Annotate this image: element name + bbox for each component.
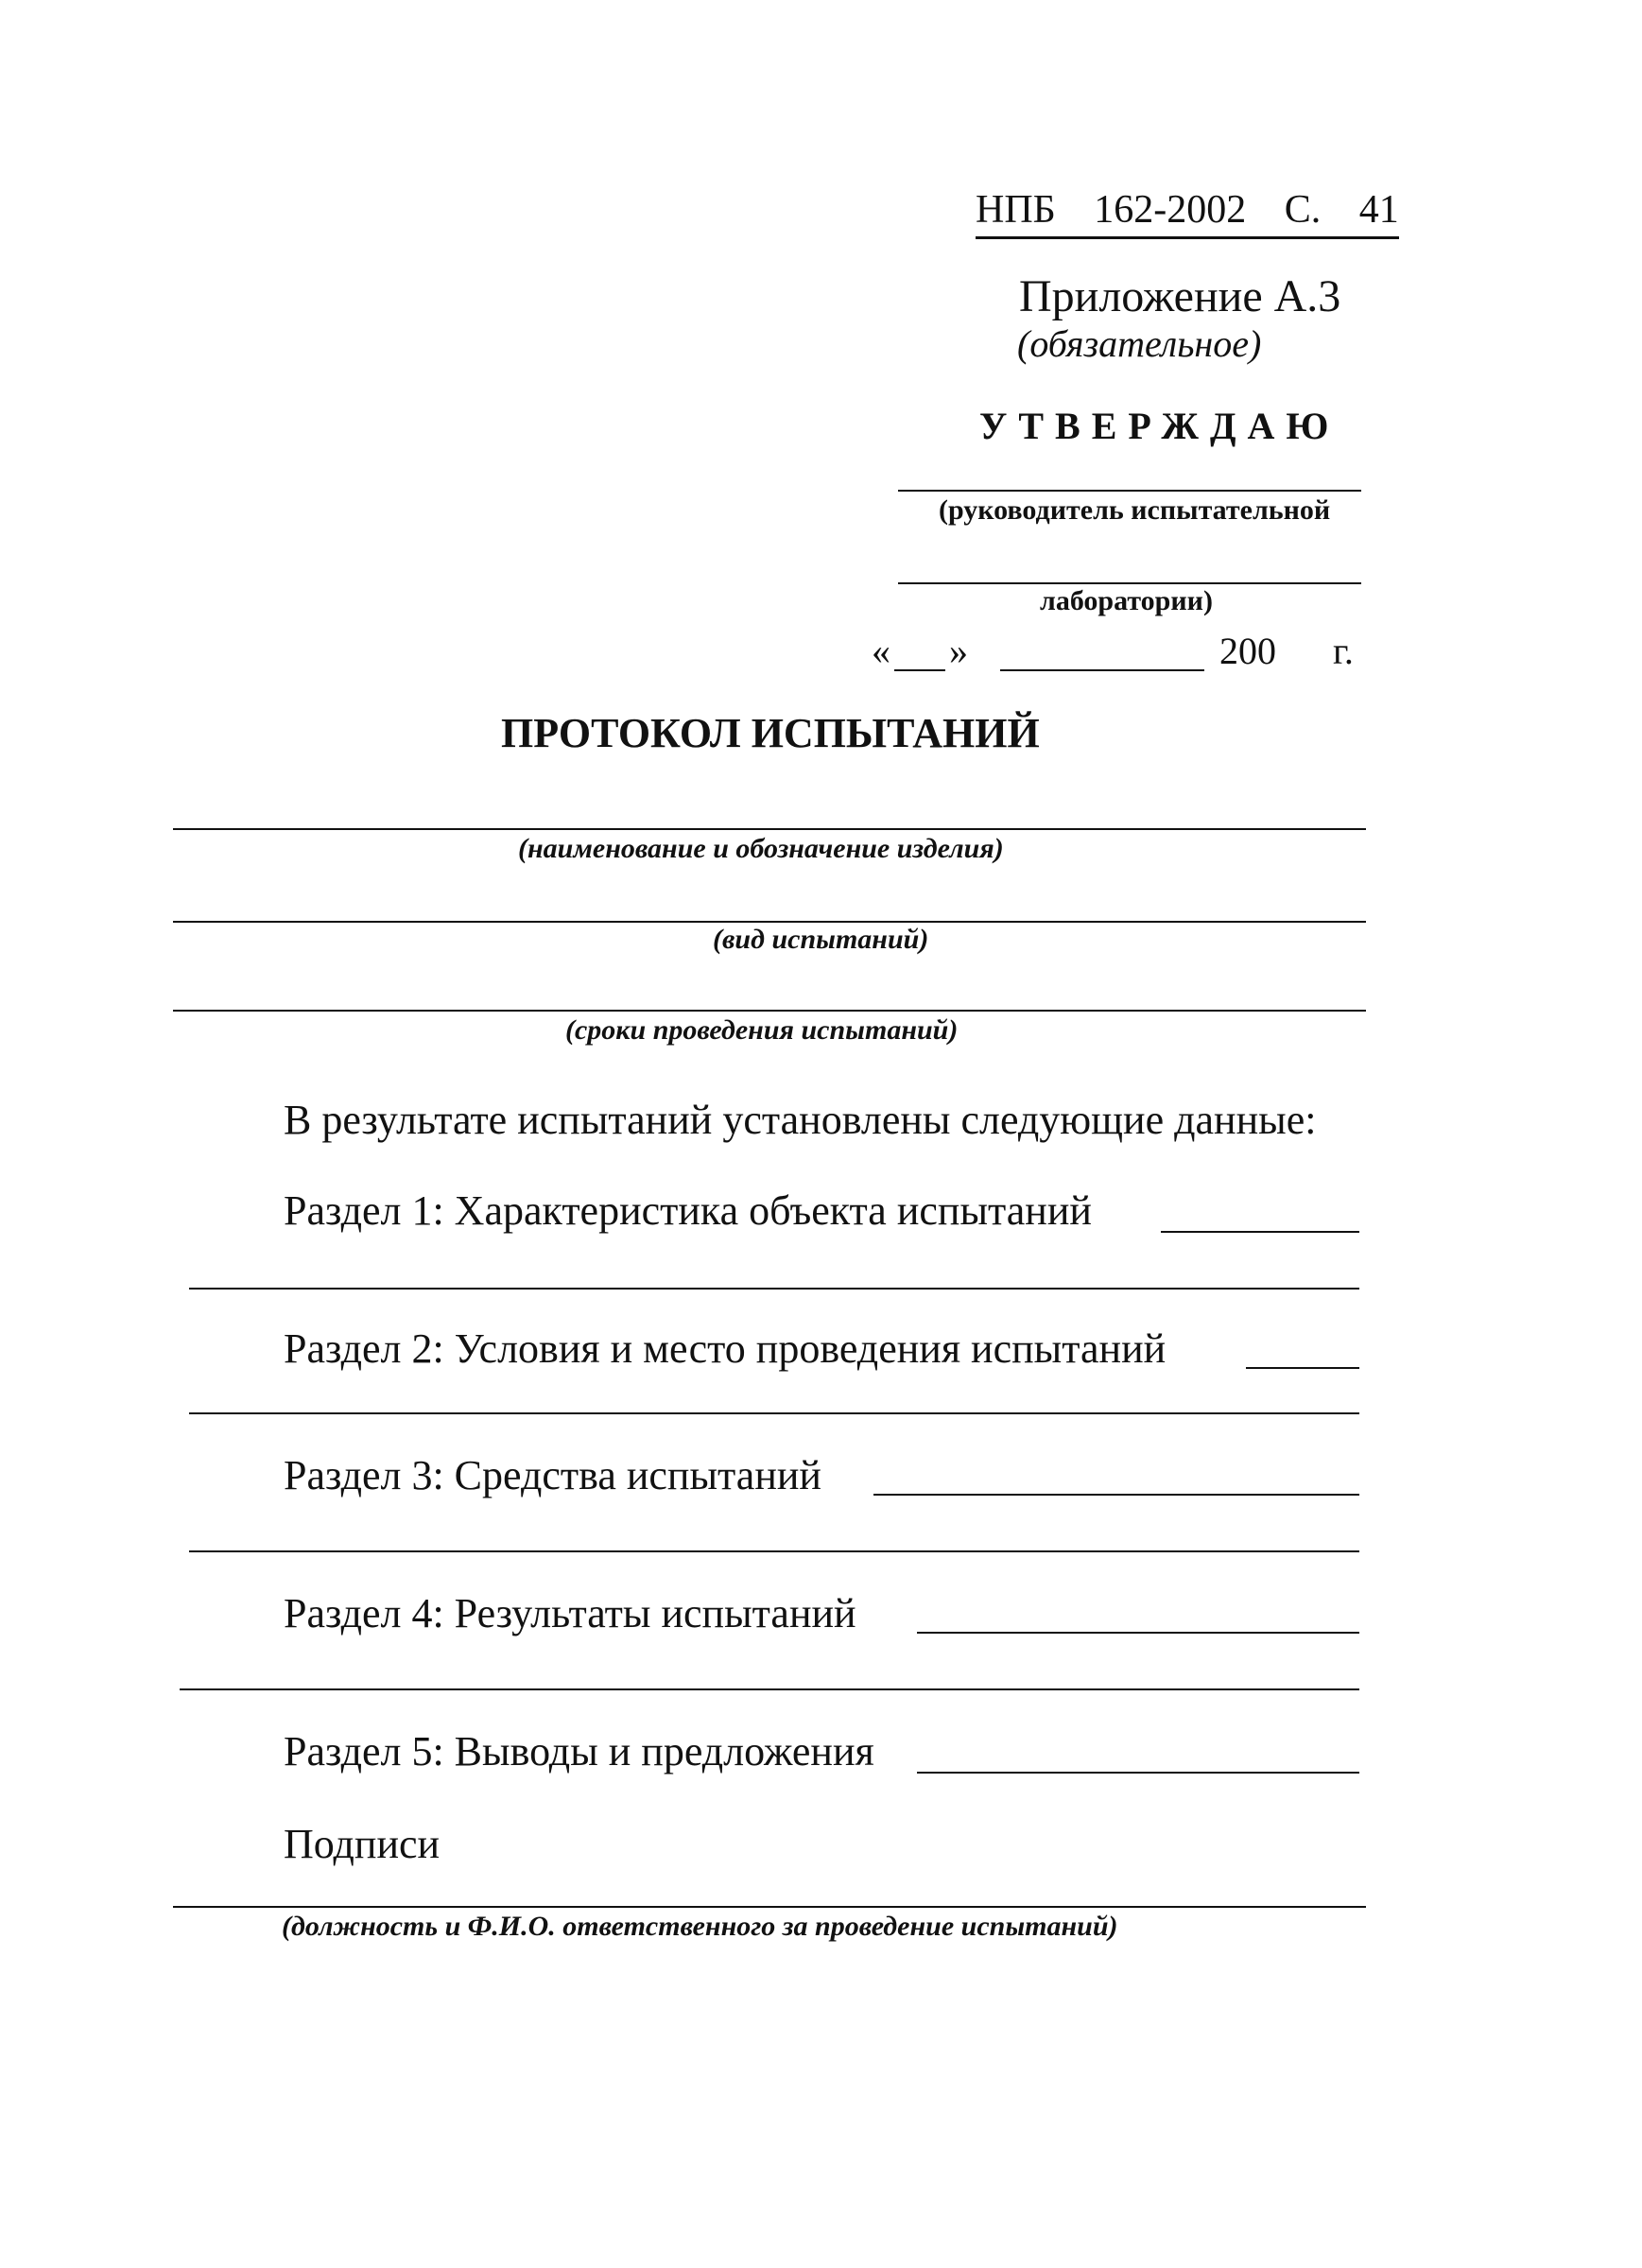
section-1-inline-line <box>1161 1231 1359 1233</box>
test-type-caption: (вид испытаний) <box>713 924 929 955</box>
date-month-line <box>1000 669 1204 671</box>
signer-caption-line1: (руководитель испытательной <box>939 494 1331 526</box>
signatures-label: Подписи <box>284 1821 441 1867</box>
section-5-inline-line <box>917 1772 1359 1774</box>
date-day-line <box>894 669 945 671</box>
signature-caption: (должность и Ф.И.О. ответственного за проведение испытаний) <box>282 1911 1118 1942</box>
document-title: ПРОТОКОЛ ИСПЫТАНИЙ <box>501 710 1040 756</box>
signature-line <box>173 1906 1366 1908</box>
section-3-title: Раздел 3: Средства испытаний <box>284 1452 821 1498</box>
section-2-inline-line <box>1246 1367 1359 1369</box>
date-year-suffix: г. <box>1333 630 1354 672</box>
page-header <box>976 185 1399 239</box>
section-1-fill-line <box>189 1288 1359 1290</box>
approval-word: УТВЕРЖДАЮ <box>979 405 1340 447</box>
appendix-title: Приложение А.3 <box>1019 271 1341 321</box>
page-number: С. 41 <box>1284 188 1399 232</box>
date-open-quote: « <box>872 630 890 672</box>
test-period-line <box>173 1010 1366 1012</box>
section-2-title: Раздел 2: Условия и место проведения испытаний <box>284 1325 1167 1372</box>
product-name-line <box>173 828 1366 830</box>
product-name-caption: (наименование и обозначение изделия) <box>518 833 1004 864</box>
section-4-inline-line <box>917 1632 1359 1634</box>
section-3-fill-line <box>189 1550 1359 1552</box>
date-year: 200 <box>1219 630 1276 672</box>
section-5-title: Раздел 5: Выводы и предложения <box>284 1728 874 1775</box>
date-close-quote: » <box>949 630 968 672</box>
test-period-caption: (сроки проведения испытаний) <box>565 1014 959 1046</box>
section-4-title: Раздел 4: Результаты испытаний <box>284 1590 856 1636</box>
signer-signature-line <box>898 490 1361 492</box>
results-intro: В результате испытаний установлены следующие данные: <box>284 1097 1317 1143</box>
section-2-fill-line <box>189 1412 1359 1414</box>
doc-code: НПБ 162-2002 <box>976 188 1247 232</box>
section-3-inline-line <box>873 1494 1359 1496</box>
section-4-fill-line <box>180 1688 1359 1690</box>
section-1-title: Раздел 1: Характеристика объекта испытаний <box>284 1187 1092 1234</box>
signer-caption-line2: лаборатории) <box>1040 585 1213 616</box>
appendix-status: (обязательное) <box>1017 322 1262 365</box>
